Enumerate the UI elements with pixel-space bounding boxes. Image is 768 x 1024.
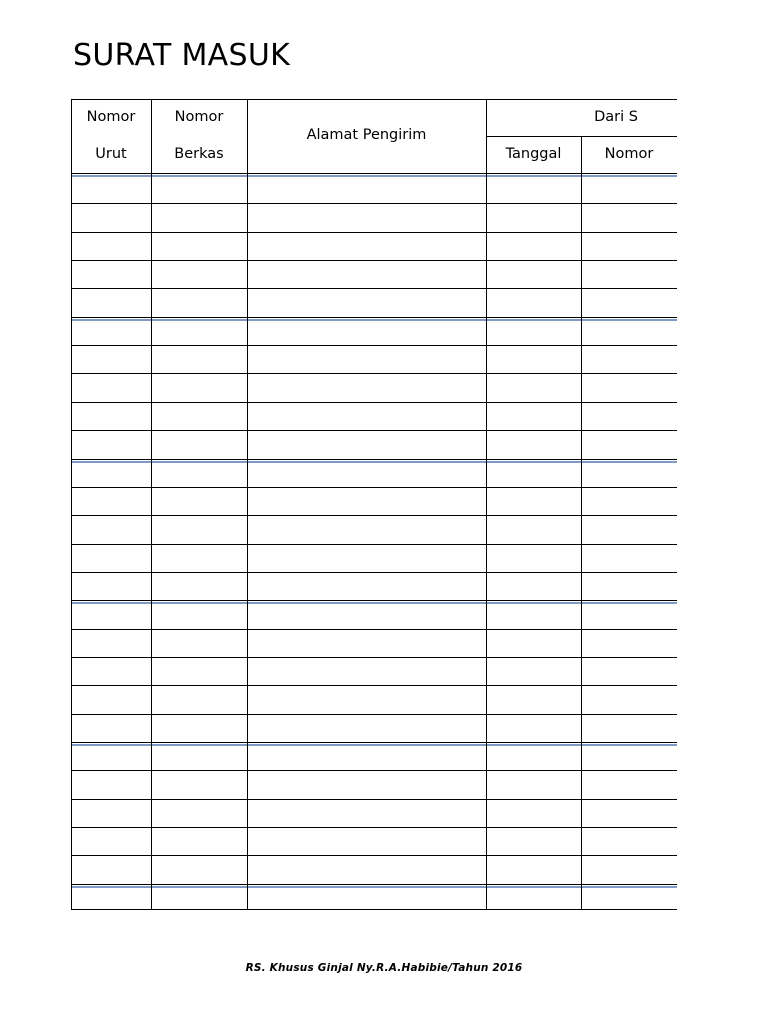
- row-group-accent: [71, 319, 677, 321]
- row-line: [71, 657, 677, 658]
- row-line: [71, 884, 677, 885]
- row-group-accent: [71, 602, 677, 604]
- row-line: [71, 430, 677, 431]
- row-line: [71, 402, 677, 403]
- row-line: [71, 685, 677, 686]
- header-dari-surat: Dari S: [594, 109, 638, 125]
- row-line: [71, 742, 677, 743]
- row-line: [71, 629, 677, 630]
- register-table: [71, 99, 677, 910]
- row-line: [71, 232, 677, 233]
- row-line: [71, 203, 677, 204]
- col-line-left: [71, 99, 72, 910]
- header-nomor-berkas-line1: Nomor: [174, 109, 224, 125]
- row-line: [71, 600, 677, 601]
- header-nomor: Nomor: [604, 146, 654, 162]
- row-line: [71, 459, 677, 460]
- row-line: [71, 855, 677, 856]
- header-nomor-urut-line1: Nomor: [86, 109, 136, 125]
- row-line: [71, 799, 677, 800]
- row-line: [71, 345, 677, 346]
- row-line: [71, 770, 677, 771]
- row-line: [71, 572, 677, 573]
- page-title: SURAT MASUK: [73, 38, 291, 73]
- col-line-nomor-urut: [151, 99, 152, 910]
- header-nomor-berkas-line2: Berkas: [174, 146, 224, 162]
- col-line-nomor-berkas: [247, 99, 248, 910]
- table-bottom-border: [71, 909, 677, 910]
- header-tanggal: Tanggal: [505, 146, 562, 162]
- row-line: [71, 544, 677, 545]
- row-line: [71, 317, 677, 318]
- row-line: [71, 260, 677, 261]
- row-line: [71, 714, 677, 715]
- row-group-accent: [71, 744, 677, 746]
- header-bottom-accent: [71, 175, 677, 177]
- col-line-tanggal: [581, 136, 582, 910]
- col-line-alamat: [486, 99, 487, 910]
- row-group-accent: [71, 886, 677, 888]
- table-top-border: [71, 99, 677, 100]
- row-line: [71, 288, 677, 289]
- row-group-accent: [71, 461, 677, 463]
- row-line: [71, 373, 677, 374]
- header-bottom-line: [71, 173, 677, 174]
- row-line: [71, 827, 677, 828]
- footer-text: RS. Khusus Ginjal Ny.R.A.Habibie/Tahun 2016: [245, 962, 523, 974]
- header-alamat-pengirim: Alamat Pengirim: [306, 127, 427, 143]
- header-nomor-urut-line2: Urut: [95, 146, 127, 162]
- row-line: [71, 515, 677, 516]
- row-line: [71, 487, 677, 488]
